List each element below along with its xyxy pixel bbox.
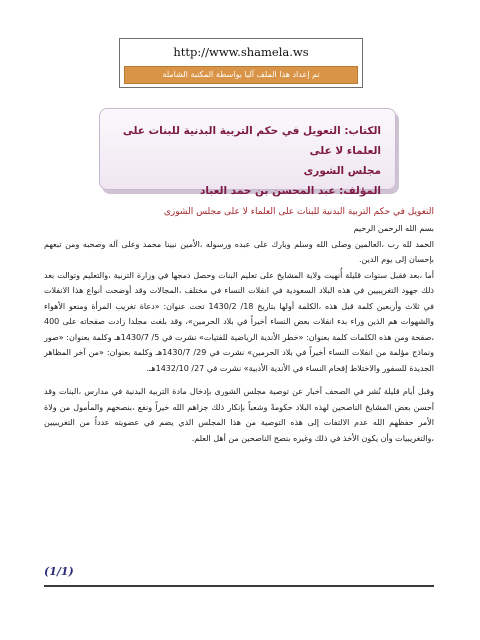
- paragraph-3: وقبل أيام قليلة نُشر في الصحف أخبار عن توصية مجلس الشورى بإدخال مادة التربية البدنية في مدارس ،البنات وقد أحسن بعض المشايخ الناصحين لهذه البلاد حكومةً وشعباً بإنكار ذلك جزاهم الله خيراً ونفع ،بنصحهم والمأمول من ولاة الأمر حفظهم الله عدم الالتفات إلى هذه التوصية من هذا المجلس الذي يضم في عضويته عدداً من التغريبيين ،والتغريبيات وأن يكون الأخذ في ذلك وغيره بنصح الناصحين من أهل العلم.: [44, 387, 434, 443]
- book-info: [110, 121, 381, 201]
- book-author: المؤلف: عبد المحسن بن حمد العباد: [199, 185, 381, 197]
- site-url[interactable]: http://www.shamela.ws: [173, 45, 309, 59]
- book-title-line-2: مجلس الشورى: [303, 165, 381, 177]
- footer-divider: [44, 585, 434, 587]
- paragraph-2: أما ،بعد فقبل سنوات قليلة أُنهيت ولاية المشايخ على تعليم البنات وحصل دمجها في وزارة التربية ،والتعليم وتوالت بعد ذلك جهود التغريبيين في هذه البلاد السعودية في انفلات النساء في مختلف ،المجالات وقد أوضحت أنواع هذا الانفلات في ثلاث وأربعين كلمة قبل هذه ،الكلمة أولها بتاريخ 18/ 1430/2 تحت عنوان: «دعاة تغريب المرأة ومنعو الأهواء والشهوات هم الذين وراء بدء انفلات بعض النساء أخيراً في بلاد الحرمين»، وقد بلغت مجلدا زادت صفحاته على 400 ،صفحة ومن هذه الكلمات كلمة بعنوان: «خطر الأندية الرياضية للفتيات» نشرت في 5/ 1430/7هـ وكلمة بعنوان: «صور ونماذج مؤلمة من انفلات النساء أخيراً في بلاد الحرمين» نشرت في 29/ 1430/7هـ وكلمة بعنوان: «من آخر المظاهر الجديدة للسفور والاختلاط إقحام النساء في الأندية الأدبية» نشرت في 27/ 1432/10هـ.: [44, 270, 434, 373]
- article-body: [44, 204, 434, 446]
- article-heading: التعويل في حكم التربية البدنية للبنات على العلماء لا على مجلس الشورى: [163, 207, 434, 217]
- auto-generated-notice: تم إعداد هذا الملف آليا بواسطة المكتبة الشاملة: [162, 70, 320, 79]
- auto-generated-notice-band: [124, 66, 358, 84]
- page-number: (1/1): [44, 565, 74, 578]
- paragraph-1: الحمد لله رب ،العالمين وصلى الله وسلم وبارك على عبده ورسوله ،الأمين نبينا محمد وعلى آله وصحبه ومن تبعهم بإحسان إلى يوم الدين.: [44, 239, 434, 264]
- book-info-card: [99, 108, 396, 197]
- site-header-box: [119, 38, 363, 88]
- book-title-line-1: الكتاب: التعويل في حكم التربية البدنية للبنات على العلماء لا على: [122, 125, 381, 157]
- paragraph-gap: [44, 376, 434, 384]
- basmala: بسم الله الرحمن الرحيم: [353, 224, 434, 233]
